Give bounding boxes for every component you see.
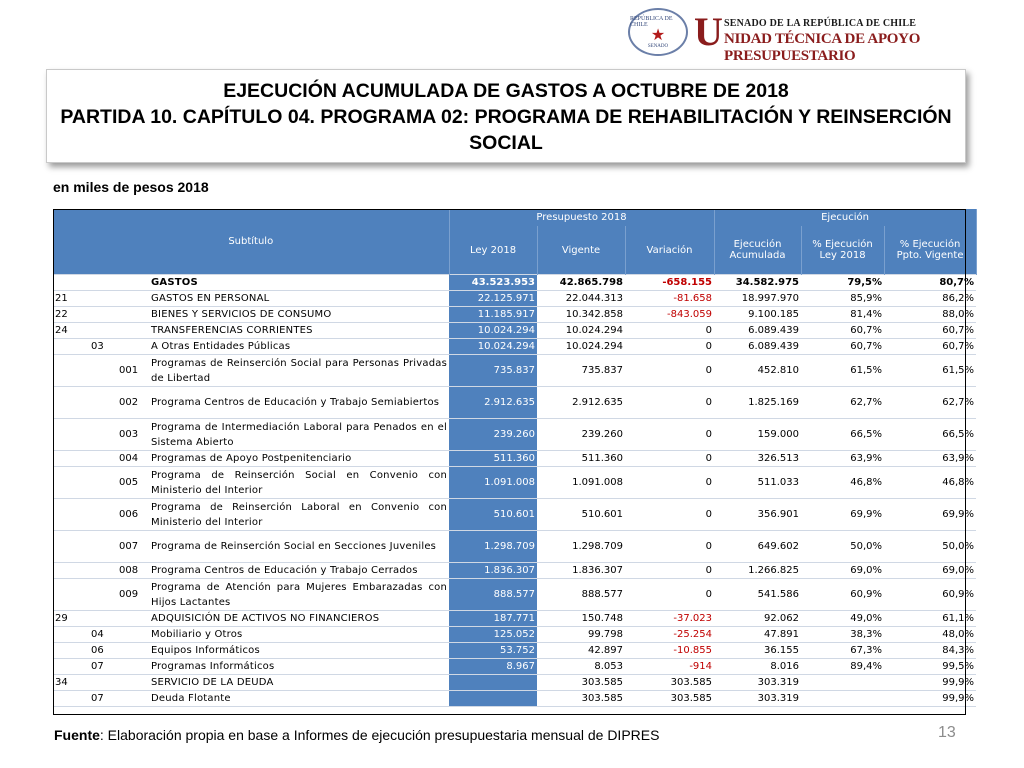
seal-bottom-text: SENADO	[647, 43, 669, 49]
vigente-cell: 10.024.294	[537, 323, 625, 339]
ejecucion-cell: 6.089.439	[714, 339, 801, 355]
header-pct-vig-line1: % Ejecución	[899, 239, 961, 250]
code-cell: 29	[53, 611, 89, 627]
code-cell: 002	[117, 387, 149, 419]
code-cell: 06	[89, 643, 117, 659]
table-row	[53, 659, 976, 675]
code-cell	[53, 451, 89, 467]
vigente-cell: 303.585	[537, 675, 625, 691]
pct-vigente-cell: 60,7%	[884, 323, 976, 339]
code-cell	[53, 643, 89, 659]
pct-ley-cell	[801, 675, 884, 691]
ejecucion-cell: 34.582.975	[714, 275, 801, 291]
code-cell: 24	[53, 323, 89, 339]
pct-ley-cell: 67,3%	[801, 643, 884, 659]
vigente-cell: 510.601	[537, 499, 625, 531]
header-pct-ley-line1: % Ejecución	[812, 239, 873, 250]
code-cell	[53, 339, 89, 355]
code-cell: 001	[117, 355, 149, 387]
ley-cell: 53.752	[449, 643, 537, 659]
pct-ley-cell: 62,7%	[801, 387, 884, 419]
pct-vigente-cell: 66,5%	[884, 419, 976, 451]
star-icon: ★	[650, 26, 666, 44]
ejecucion-cell: 452.810	[714, 355, 801, 387]
description-cell: Programa de Atención para Mujeres Embarazadas con Hijos Lactantes	[149, 579, 449, 611]
code-cell	[89, 307, 117, 323]
ejecucion-cell: 356.901	[714, 499, 801, 531]
variacion-cell: 0	[625, 323, 714, 339]
ley-cell: 735.837	[449, 355, 537, 387]
code-cell: 21	[53, 291, 89, 307]
description-cell: Programa de Intermediación Laboral para Penados en el Sistema Abierto	[149, 419, 449, 451]
code-cell: 003	[117, 419, 149, 451]
ejecucion-cell: 1.266.825	[714, 563, 801, 579]
vigente-cell: 1.091.008	[537, 467, 625, 499]
ley-cell: 510.601	[449, 499, 537, 531]
ley-cell: 8.967	[449, 659, 537, 675]
ley-cell	[449, 675, 537, 691]
vigente-cell: 511.360	[537, 451, 625, 467]
vigente-cell: 2.912.635	[537, 387, 625, 419]
code-cell	[117, 675, 149, 691]
table-row	[53, 531, 976, 563]
table-row	[53, 499, 976, 531]
pct-ley-cell: 46,8%	[801, 467, 884, 499]
table-row	[53, 419, 976, 451]
table-row	[53, 323, 976, 339]
vigente-cell: 239.260	[537, 419, 625, 451]
pct-vigente-cell: 50,0%	[884, 531, 976, 563]
ley-cell: 1.091.008	[449, 467, 537, 499]
seal-top-text: REPÚBLICA DE CHILE	[630, 15, 673, 28]
table-body	[53, 275, 976, 707]
variacion-cell: 0	[625, 467, 714, 499]
vigente-cell: 150.748	[537, 611, 625, 627]
description-cell: Programa Centros de Educación y Trabajo Semiabiertos	[149, 387, 449, 419]
code-cell: 004	[117, 451, 149, 467]
variacion-cell: 0	[625, 419, 714, 451]
pct-ley-cell: 60,7%	[801, 323, 884, 339]
ley-cell: 11.185.917	[449, 307, 537, 323]
pct-ley-cell: 66,5%	[801, 419, 884, 451]
vigente-cell: 735.837	[537, 355, 625, 387]
header-ejec-acum-line2: Acumulada	[729, 250, 786, 261]
units-label: en miles de pesos 2018	[53, 179, 209, 195]
description-cell: Programa Centros de Educación y Trabajo Cerrados	[149, 563, 449, 579]
description-cell: GASTOS	[149, 275, 449, 291]
code-cell	[117, 307, 149, 323]
pct-ley-cell: 81,4%	[801, 307, 884, 323]
ley-cell: 43.523.953	[449, 275, 537, 291]
code-cell	[89, 675, 117, 691]
code-cell	[89, 323, 117, 339]
code-cell	[89, 419, 117, 451]
pct-ley-cell: 49,0%	[801, 611, 884, 627]
vigente-cell: 1.836.307	[537, 563, 625, 579]
senate-seal-icon	[628, 8, 688, 56]
header-pct-vig-line2: Ppto. Vigente	[896, 250, 964, 261]
pct-ley-cell: 61,5%	[801, 355, 884, 387]
ejecucion-cell: 92.062	[714, 611, 801, 627]
pct-ley-cell: 85,9%	[801, 291, 884, 307]
pct-vigente-cell: 60,9%	[884, 579, 976, 611]
code-cell	[89, 563, 117, 579]
code-cell: 03	[89, 339, 117, 355]
code-cell: 07	[89, 691, 117, 707]
description-cell: Programa de Reinserción Social en Secciones Juveniles	[149, 531, 449, 563]
ley-cell: 1.836.307	[449, 563, 537, 579]
pct-ley-cell: 69,9%	[801, 499, 884, 531]
variacion-cell: -10.855	[625, 643, 714, 659]
header-ley: Ley 2018	[449, 226, 537, 275]
source-label: Fuente	[54, 727, 100, 743]
table-row	[53, 467, 976, 499]
pct-ley-cell: 38,3%	[801, 627, 884, 643]
pct-ley-cell: 50,0%	[801, 531, 884, 563]
table-row	[53, 611, 976, 627]
description-cell: BIENES Y SERVICIOS DE CONSUMO	[149, 307, 449, 323]
ejecucion-cell: 303.319	[714, 675, 801, 691]
ley-cell: 1.298.709	[449, 531, 537, 563]
description-cell: Deuda Flotante	[149, 691, 449, 707]
code-cell: 04	[89, 627, 117, 643]
title-line-3: SOCIAL	[469, 132, 543, 154]
pct-vigente-cell: 48,0%	[884, 627, 976, 643]
ejecucion-cell: 511.033	[714, 467, 801, 499]
pct-ley-cell: 69,0%	[801, 563, 884, 579]
pct-vigente-cell: 62,7%	[884, 387, 976, 419]
variacion-cell: -658.155	[625, 275, 714, 291]
code-cell: 007	[117, 531, 149, 563]
code-cell	[117, 275, 149, 291]
code-cell	[53, 275, 89, 291]
variacion-cell: 0	[625, 531, 714, 563]
ley-cell	[449, 691, 537, 707]
code-cell	[89, 275, 117, 291]
code-cell	[89, 579, 117, 611]
description-cell: TRANSFERENCIAS CORRIENTES	[149, 323, 449, 339]
code-cell	[53, 467, 89, 499]
pct-vigente-cell: 80,7%	[884, 275, 976, 291]
code-cell	[89, 499, 117, 531]
code-cell	[117, 323, 149, 339]
ejecucion-cell: 649.602	[714, 531, 801, 563]
pct-ley-cell: 79,5%	[801, 275, 884, 291]
ley-cell: 239.260	[449, 419, 537, 451]
table-row	[53, 675, 976, 691]
table-row	[53, 339, 976, 355]
description-cell: Mobiliario y Otros	[149, 627, 449, 643]
vigente-cell: 10.024.294	[537, 339, 625, 355]
description-cell: ADQUISICIÓN DE ACTIVOS NO FINANCIEROS	[149, 611, 449, 627]
code-cell	[117, 691, 149, 707]
description-cell: Programa de Reinserción Social en Convenio con Ministerio del Interior	[149, 467, 449, 499]
code-cell	[53, 691, 89, 707]
variacion-cell: -914	[625, 659, 714, 675]
description-cell: Programas de Apoyo Postpenitenciario	[149, 451, 449, 467]
vigente-cell: 99.798	[537, 627, 625, 643]
description-cell: Equipos Informáticos	[149, 643, 449, 659]
ejecucion-cell: 47.891	[714, 627, 801, 643]
table-row	[53, 691, 976, 707]
ley-cell: 888.577	[449, 579, 537, 611]
title-box	[46, 69, 966, 163]
header-ejecucion: Ejecución	[714, 209, 976, 226]
ejecucion-cell: 9.100.185	[714, 307, 801, 323]
pct-vigente-cell: 61,1%	[884, 611, 976, 627]
ejecucion-cell: 36.155	[714, 643, 801, 659]
ejecucion-cell: 303.319	[714, 691, 801, 707]
pct-vigente-cell: 69,9%	[884, 499, 976, 531]
table-row	[53, 563, 976, 579]
header-pct-ley-line2: Ley 2018	[819, 250, 866, 261]
pct-vigente-cell: 99,5%	[884, 659, 976, 675]
code-cell: 22	[53, 307, 89, 323]
code-cell	[117, 339, 149, 355]
ejecucion-cell: 18.997.970	[714, 291, 801, 307]
variacion-cell: 303.585	[625, 675, 714, 691]
code-cell: 005	[117, 467, 149, 499]
ejecucion-cell: 1.825.169	[714, 387, 801, 419]
description-cell: Programa de Reinserción Laboral en Convenio con Ministerio del Interior	[149, 499, 449, 531]
variacion-cell: -81.658	[625, 291, 714, 307]
pct-ley-cell: 89,4%	[801, 659, 884, 675]
header-ejec-acum-line1: Ejecución	[733, 239, 782, 250]
logo-unit-text: NIDAD TÉCNICA DE APOYO PRESUPUESTARIO	[724, 31, 921, 64]
table-row	[53, 275, 976, 291]
description-cell: GASTOS EN PERSONAL	[149, 291, 449, 307]
table-row	[53, 643, 976, 659]
variacion-cell: -843.059	[625, 307, 714, 323]
vigente-cell: 888.577	[537, 579, 625, 611]
variacion-cell: 0	[625, 355, 714, 387]
variacion-cell: 0	[625, 579, 714, 611]
code-cell	[89, 291, 117, 307]
code-cell	[53, 659, 89, 675]
page-number: 13	[938, 724, 956, 741]
header-vigente: Vigente	[537, 226, 625, 275]
pct-ley-cell: 63,9%	[801, 451, 884, 467]
variacion-cell: 0	[625, 339, 714, 355]
code-cell	[53, 419, 89, 451]
logo-senate-text: SENADO DE LA REPÚBLICA DE CHILE	[724, 18, 917, 29]
table-row	[53, 627, 976, 643]
vigente-cell: 22.044.313	[537, 291, 625, 307]
ley-cell: 2.912.635	[449, 387, 537, 419]
pct-vigente-cell: 84,3%	[884, 643, 976, 659]
ley-cell: 10.024.294	[449, 339, 537, 355]
code-cell	[89, 355, 117, 387]
code-cell	[117, 643, 149, 659]
ejecucion-cell: 6.089.439	[714, 323, 801, 339]
pct-ley-cell: 60,7%	[801, 339, 884, 355]
code-cell	[53, 387, 89, 419]
vigente-cell: 1.298.709	[537, 531, 625, 563]
variacion-cell: 0	[625, 563, 714, 579]
pct-vigente-cell: 60,7%	[884, 339, 976, 355]
code-cell	[89, 467, 117, 499]
vigente-cell: 10.342.858	[537, 307, 625, 323]
header-ejecucion-acumulada	[714, 226, 801, 275]
description-cell: SERVICIO DE LA DEUDA	[149, 675, 449, 691]
source-note	[54, 727, 659, 743]
header-pct-vigente	[884, 226, 976, 275]
table-row	[53, 291, 976, 307]
variacion-cell: 303.585	[625, 691, 714, 707]
header-subtitulo: Subtítulo	[53, 209, 449, 275]
code-cell: 006	[117, 499, 149, 531]
ejecucion-cell: 541.586	[714, 579, 801, 611]
table-row	[53, 579, 976, 611]
table-row	[53, 307, 976, 323]
code-cell	[53, 499, 89, 531]
table-row	[53, 451, 976, 467]
logo-letter: U	[694, 9, 723, 54]
table-row	[53, 387, 976, 419]
title-line-2: PARTIDA 10. CAPÍTULO 04. PROGRAMA 02: PROGRAMA DE REHABILITACIÓN Y REINSERCIÓN	[60, 106, 952, 128]
variacion-cell: -25.254	[625, 627, 714, 643]
code-cell	[89, 531, 117, 563]
variacion-cell: 0	[625, 451, 714, 467]
title-line-1: EJECUCIÓN ACUMULADA DE GASTOS A OCTUBRE DE 2018	[223, 80, 789, 102]
header-variacion: Variación	[625, 226, 714, 275]
pct-vigente-cell: 46,8%	[884, 467, 976, 499]
ejecucion-cell: 8.016	[714, 659, 801, 675]
pct-vigente-cell: 61,5%	[884, 355, 976, 387]
pct-vigente-cell: 99,9%	[884, 691, 976, 707]
description-cell: Programas Informáticos	[149, 659, 449, 675]
code-cell	[53, 531, 89, 563]
source-text: : Elaboración propia en base a Informes de ejecución presupuestaria mensual de DIPRES	[99, 727, 660, 743]
budget-table	[53, 209, 977, 707]
pct-vigente-cell: 86,2%	[884, 291, 976, 307]
code-cell	[117, 291, 149, 307]
code-cell: 009	[117, 579, 149, 611]
description-cell: A Otras Entidades Públicas	[149, 339, 449, 355]
pct-ley-cell	[801, 691, 884, 707]
vigente-cell: 42.897	[537, 643, 625, 659]
description-cell: Programas de Reinserción Social para Personas Privadas de Libertad	[149, 355, 449, 387]
code-cell	[53, 579, 89, 611]
ley-cell: 125.052	[449, 627, 537, 643]
pct-vigente-cell: 69,0%	[884, 563, 976, 579]
code-cell	[53, 627, 89, 643]
code-cell	[89, 451, 117, 467]
vigente-cell: 303.585	[537, 691, 625, 707]
ley-cell: 10.024.294	[449, 323, 537, 339]
ley-cell: 511.360	[449, 451, 537, 467]
pct-ley-cell: 60,9%	[801, 579, 884, 611]
pct-vigente-cell: 88,0%	[884, 307, 976, 323]
code-cell	[53, 563, 89, 579]
ejecucion-cell: 326.513	[714, 451, 801, 467]
pct-vigente-cell: 99,9%	[884, 675, 976, 691]
header-presupuesto: Presupuesto 2018	[449, 209, 714, 226]
code-cell	[89, 387, 117, 419]
code-cell: 008	[117, 563, 149, 579]
header-pct-ley	[801, 226, 884, 275]
pct-vigente-cell: 63,9%	[884, 451, 976, 467]
code-cell: 34	[53, 675, 89, 691]
ley-cell: 22.125.971	[449, 291, 537, 307]
table-row	[53, 355, 976, 387]
code-cell	[117, 611, 149, 627]
ejecucion-cell: 159.000	[714, 419, 801, 451]
ley-cell: 187.771	[449, 611, 537, 627]
code-cell	[117, 659, 149, 675]
vigente-cell: 8.053	[537, 659, 625, 675]
variacion-cell: 0	[625, 499, 714, 531]
variacion-cell: 0	[625, 387, 714, 419]
header-logo	[628, 8, 1018, 64]
variacion-cell: -37.023	[625, 611, 714, 627]
code-cell	[53, 355, 89, 387]
vigente-cell: 42.865.798	[537, 275, 625, 291]
code-cell	[89, 611, 117, 627]
code-cell	[117, 627, 149, 643]
code-cell: 07	[89, 659, 117, 675]
